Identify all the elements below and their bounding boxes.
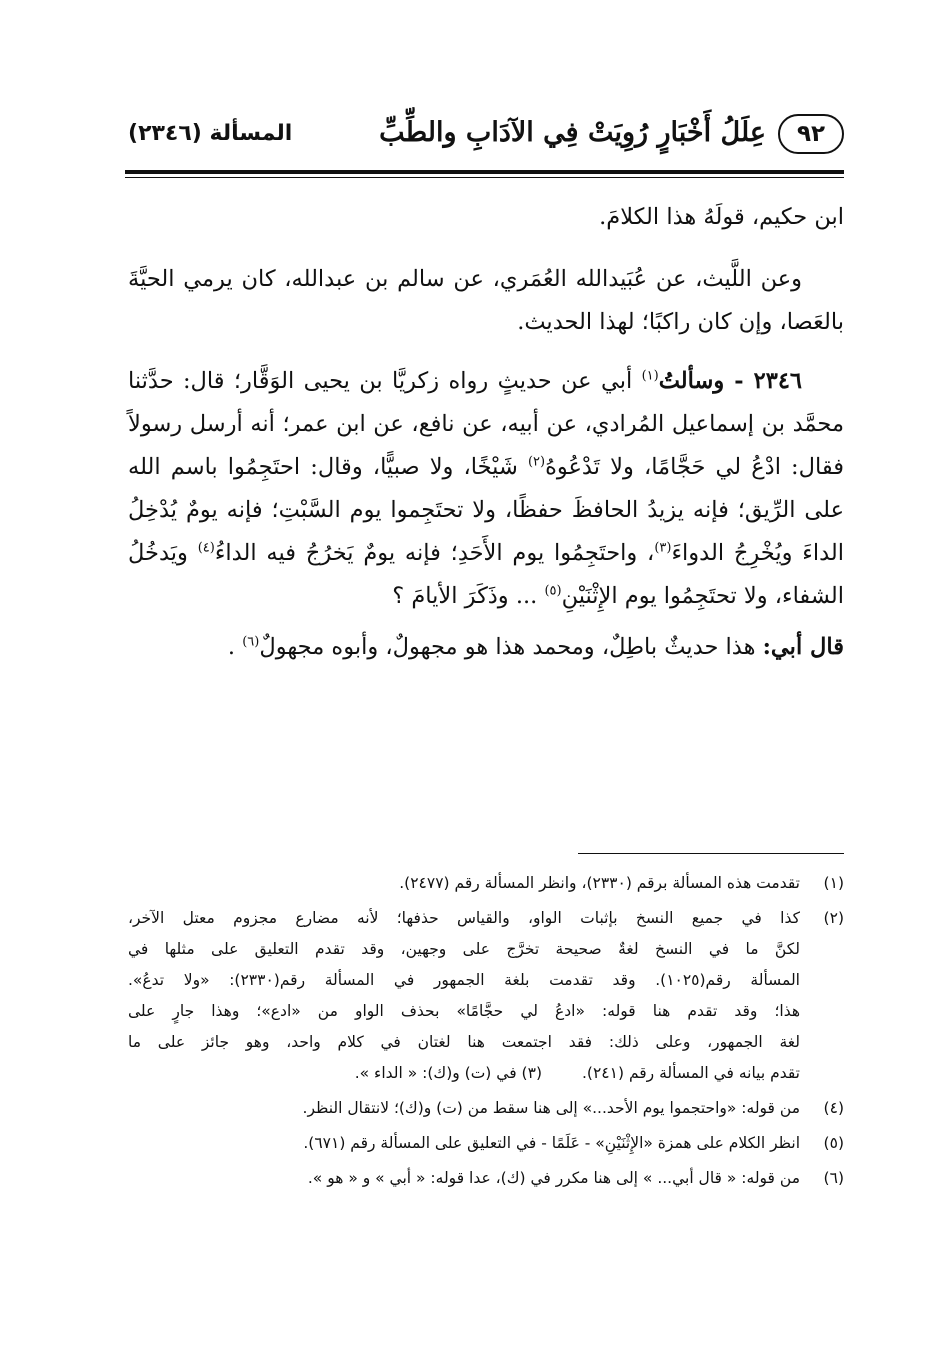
footnote-line: هذا؛ وقد تقدم هنا قوله: «ادعُ لي حجَّامًا» بحذف الواو من «ادع»؛ وهذا جارٍ على xyxy=(128,1002,800,1020)
paragraph-4-end: . xyxy=(227,634,236,660)
footnote-number: (٤) xyxy=(823,1099,844,1117)
footnote-ref-1: (١) xyxy=(641,368,659,384)
footnote-line: من قوله: « قال أبي... » إلى هنا مكرر في (ك)، عدا قوله: « أبي » و « هو ». xyxy=(307,1169,800,1187)
answer-lead: قال أبي: xyxy=(762,634,844,660)
footnote-ref-5: (٥) xyxy=(544,583,562,599)
footnote-6 xyxy=(128,1163,844,1194)
footnote-line: لغة الجمهور، وعلى ذلك: فقد اجتمعت هنا لغتان في كلام واحد، وهو جائز على ما xyxy=(128,1033,800,1051)
footnote-ref-3: (٣) xyxy=(654,540,672,556)
header-rule-thin xyxy=(125,177,844,178)
footnote-line-text: تقدم بيانه في المسألة رقم (٢٤١). xyxy=(582,1064,800,1082)
footnote-ref-2: (٢) xyxy=(527,454,546,470)
footnote-line xyxy=(128,1058,800,1089)
footnotes xyxy=(128,868,844,1198)
paragraph-3-text-a: أبي عن حديثٍ رواه زكريَّا بن يحيى الوَقَّار؛ قال: حدَّثنا محمَّد بن إسماعيل المُرادي، عن أبيه، عن نافع، عن ابن عمر؛ أنه أرسل رسولاً فقال: ادْعُ لي حَجَّامًا، ولا تَدْعُوهُ xyxy=(128,368,844,480)
header-rule-thick xyxy=(125,170,844,174)
footnote-number: (٢) xyxy=(823,909,844,927)
question-label: المسألة (٢٣٤٦) xyxy=(128,121,293,146)
paragraph-2: وعن اللَّيث، عن عُبَيدالله العُمَري، عن سالم بن عبدالله، كان يرمي الحيَّةَ بالعَصا، وإن كان راكبًا؛ لهذا الحديث. xyxy=(128,266,844,335)
question-number: ٢٣٤٦ - وسألتُ xyxy=(658,368,802,394)
footnote-number: (١) xyxy=(823,874,844,892)
footnote-line: من قوله: «واحتجموا يوم الأحد...» إلى هنا سقط من (ت) و(ك)؛ لانتقال النظر. xyxy=(302,1099,800,1117)
main-text xyxy=(128,196,844,669)
paragraph-3-text-e: ... وذَكَرَ الأيامَ ؟ xyxy=(392,583,538,609)
paragraph-3 xyxy=(128,360,844,618)
paragraph-3-text-b: شَيْخًا، ولا صبيًّا، وقال: احتَجِمُوا باسم الله على الرِّيق؛ فإنه يزيدُ الحافظَ حفظًا، ولا تحتَجِموا يوم السَّبْتِ؛ فإنه يومٌ يُدْخِلُ الداءَ ويُخْرِجُ الدواءَ xyxy=(128,454,844,566)
book-title: عِلَلُ أَخْبَارٍ رُوِيَتْ فِي الآدَابِ والطِّبِّ xyxy=(379,117,766,148)
footnote-5 xyxy=(128,1128,844,1159)
footnote-4 xyxy=(128,1093,844,1124)
footnote-2 xyxy=(128,903,844,1089)
footnote-line: انظر الكلام على همزة «الإِثْنَيْنِ» - عَلَمًا - في التعليق على المسألة رقم (٦٧١). xyxy=(303,1134,800,1152)
footnote-number: (٦) xyxy=(823,1169,844,1187)
paragraph-4 xyxy=(128,626,844,669)
footnote-ref-6: (٦) xyxy=(242,634,260,650)
page-number: ٩٢ xyxy=(778,114,844,154)
footnote-separator xyxy=(578,853,844,854)
footnote-line: المسألة رقم(١٠٢٥). وقد تقدمت بلغة الجمهور في المسألة رقم(٢٣٣٠): «ولا تدعُ». xyxy=(128,971,800,989)
paragraph-1: ابن حكيم، قولَهُ هذا الكلامَ. xyxy=(599,204,844,230)
footnote-line: تقدمت هذه المسألة برقم (٢٣٣٠)، وانظر المسألة رقم (٢٤٧٧). xyxy=(399,874,800,892)
footnote-3-number: (٣) xyxy=(521,1064,542,1082)
paragraph-3-text-d: ويَدخُلُ الشفاء، ولا تحتَجِمُوا يوم الإِثْنَيْنِ xyxy=(128,540,844,609)
footnote-3-text: في (ت) و(ك): « الداء ». xyxy=(354,1064,517,1082)
footnote-line: لكنَّ ما في النسخ لغةٌ صحيحة تخرَّج على وجهين، وقد تقدم التعليق على مثلها في xyxy=(128,940,800,958)
footnote-number: (٥) xyxy=(823,1134,844,1152)
footnote-line: كذا في جميع النسخ بإثبات الواو، والقياس حذفها؛ لأنه مضارع مجزوم معتل الآخر، xyxy=(128,909,800,927)
page-header xyxy=(128,112,844,160)
footnote-ref-4: (٤) xyxy=(197,540,215,556)
footnote-1 xyxy=(128,868,844,899)
paragraph-4-text: هذا حديثٌ باطِلٌ، ومحمد هذا هو مجهولٌ، وأبوه مجهولٌ xyxy=(259,634,756,660)
paragraph-3-text-c: ، واحتَجِمُوا يوم الأَحَدِ؛ فإنه يومٌ يَخرُجُ فيه الداءُ xyxy=(214,540,655,566)
